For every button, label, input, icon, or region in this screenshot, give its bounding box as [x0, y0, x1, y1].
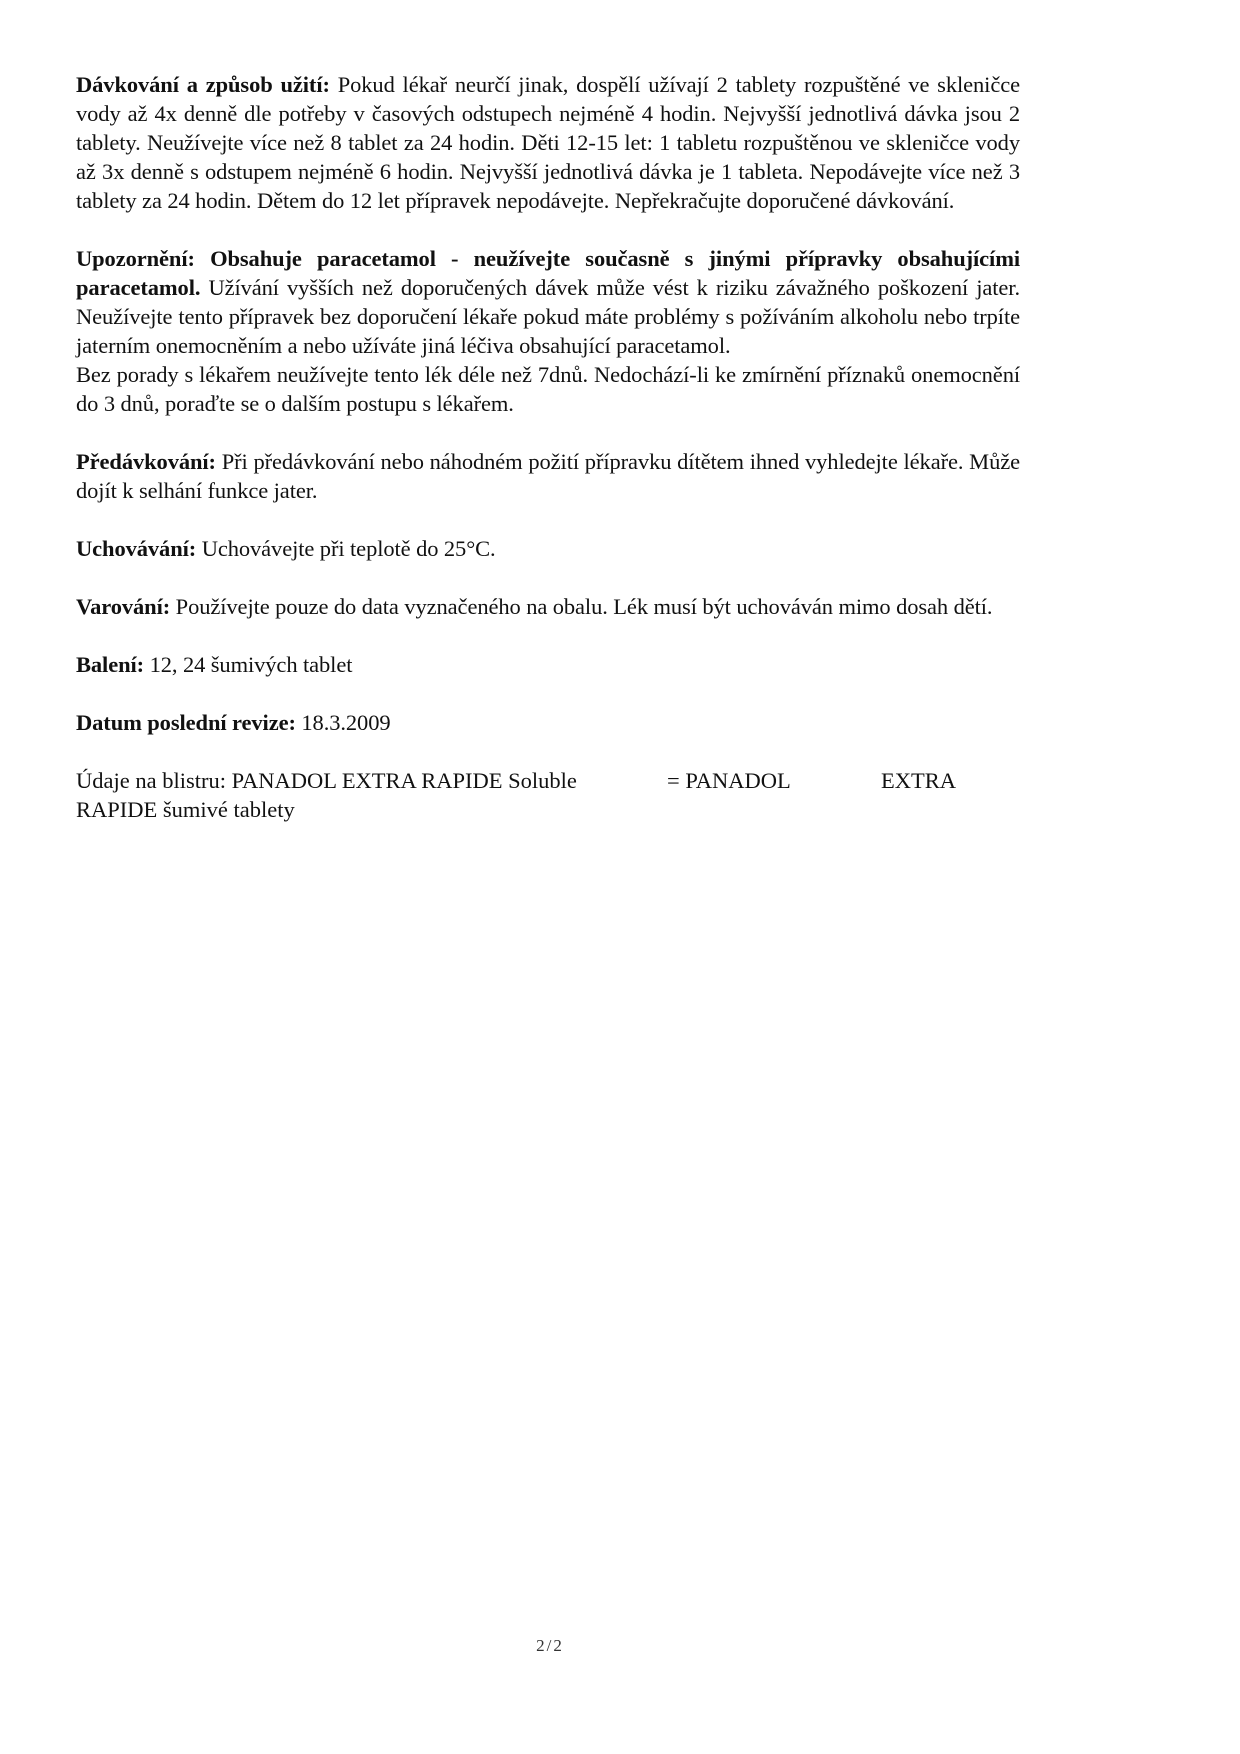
storage-heading: Uchovávání: — [76, 536, 197, 561]
dosage-section — [76, 70, 1020, 215]
page-number: 2/2 — [536, 1636, 564, 1655]
overdose-text: Při předávkování nebo náhodném požití přípravku dítětem ihned vyhledejte lékaře. Může dojít k selhání funkce jater. — [76, 449, 1021, 503]
package-text: 12, 24 šumivých tablet — [149, 652, 353, 677]
package-section — [76, 650, 1020, 679]
package-heading: Balení: — [76, 652, 145, 677]
caution-heading: Varování: — [76, 594, 171, 619]
revision-heading: Datum poslední revize: — [76, 710, 296, 735]
document-body — [76, 70, 1020, 824]
blister-line-2: RAPIDE šumivé tablety — [76, 797, 295, 822]
blister-line-1 — [76, 766, 956, 795]
revision-section — [76, 708, 1020, 737]
blister-info — [76, 766, 956, 824]
caution-section — [76, 592, 1020, 621]
dosage-heading: Dávkování a způsob užití: — [76, 72, 330, 97]
caution-text: Používejte pouze do data vyznačeného na obalu. Lék musí být uchováván mimo dosah dětí. — [175, 594, 993, 619]
dosage-text: Pokud lékař neurčí jinak, dospělí užívají 2 tablety rozpuštěné ve skleničce vody až 4x denně dle potřeby v časových odstupech nejméně 4 hodin. Nejvyšší jednotlivá dávka jsou 2 tablety. Neužívejte více než 8 tablet za 24 hodin. Děti 12-15 let: 1 tabletu rozpuštěnou ve skleničce vody až 3x denně s odstupem nejméně 6 hodin. Nejvyšší jednotlivá dávka je 1 tableta. Nepodávejte více než 3 tablety za 24 hodin. Dětem do 12 let přípravek nepodávejte. Nepřekračujte doporučené dávkování. — [76, 72, 1020, 213]
warning-section — [76, 244, 1020, 418]
blister-text-part-3: EXTRA — [880, 768, 956, 793]
overdose-section — [76, 447, 1020, 505]
warning-heading: Upozornění: Obsahuje paracetamol - neužívejte současně s jinými přípravky obsahujícími paracetamol. — [76, 246, 1020, 300]
revision-text: 18.3.2009 — [301, 710, 391, 735]
storage-section — [76, 534, 1020, 563]
warning-text: Užívání vyšších než doporučených dávek může vést k riziku závažného poškození jater. Neužívejte tento přípravek bez doporučení lékaře pokud máte problémy s požíváním alkoholu nebo trpíte jaterním onemocněním a nebo užíváte jiná léčiva obsahující paracetamol. — [76, 275, 1020, 358]
blister-text-part-1: Údaje na blistru: PANADOL EXTRA RAPIDE Soluble — [76, 768, 577, 793]
blister-text-part-2: = PANADOL — [667, 768, 791, 793]
overdose-heading: Předávkování: — [76, 449, 216, 474]
warning-text-2: Bez porady s lékařem neužívejte tento lék déle než 7dnů. Nedochází-li ke zmírnění příznaků onemocnění do 3 dnů, poraďte se o dalším postupu s lékařem. — [76, 362, 1020, 416]
storage-text: Uchovávejte při teplotě do 25°C. — [201, 536, 496, 561]
